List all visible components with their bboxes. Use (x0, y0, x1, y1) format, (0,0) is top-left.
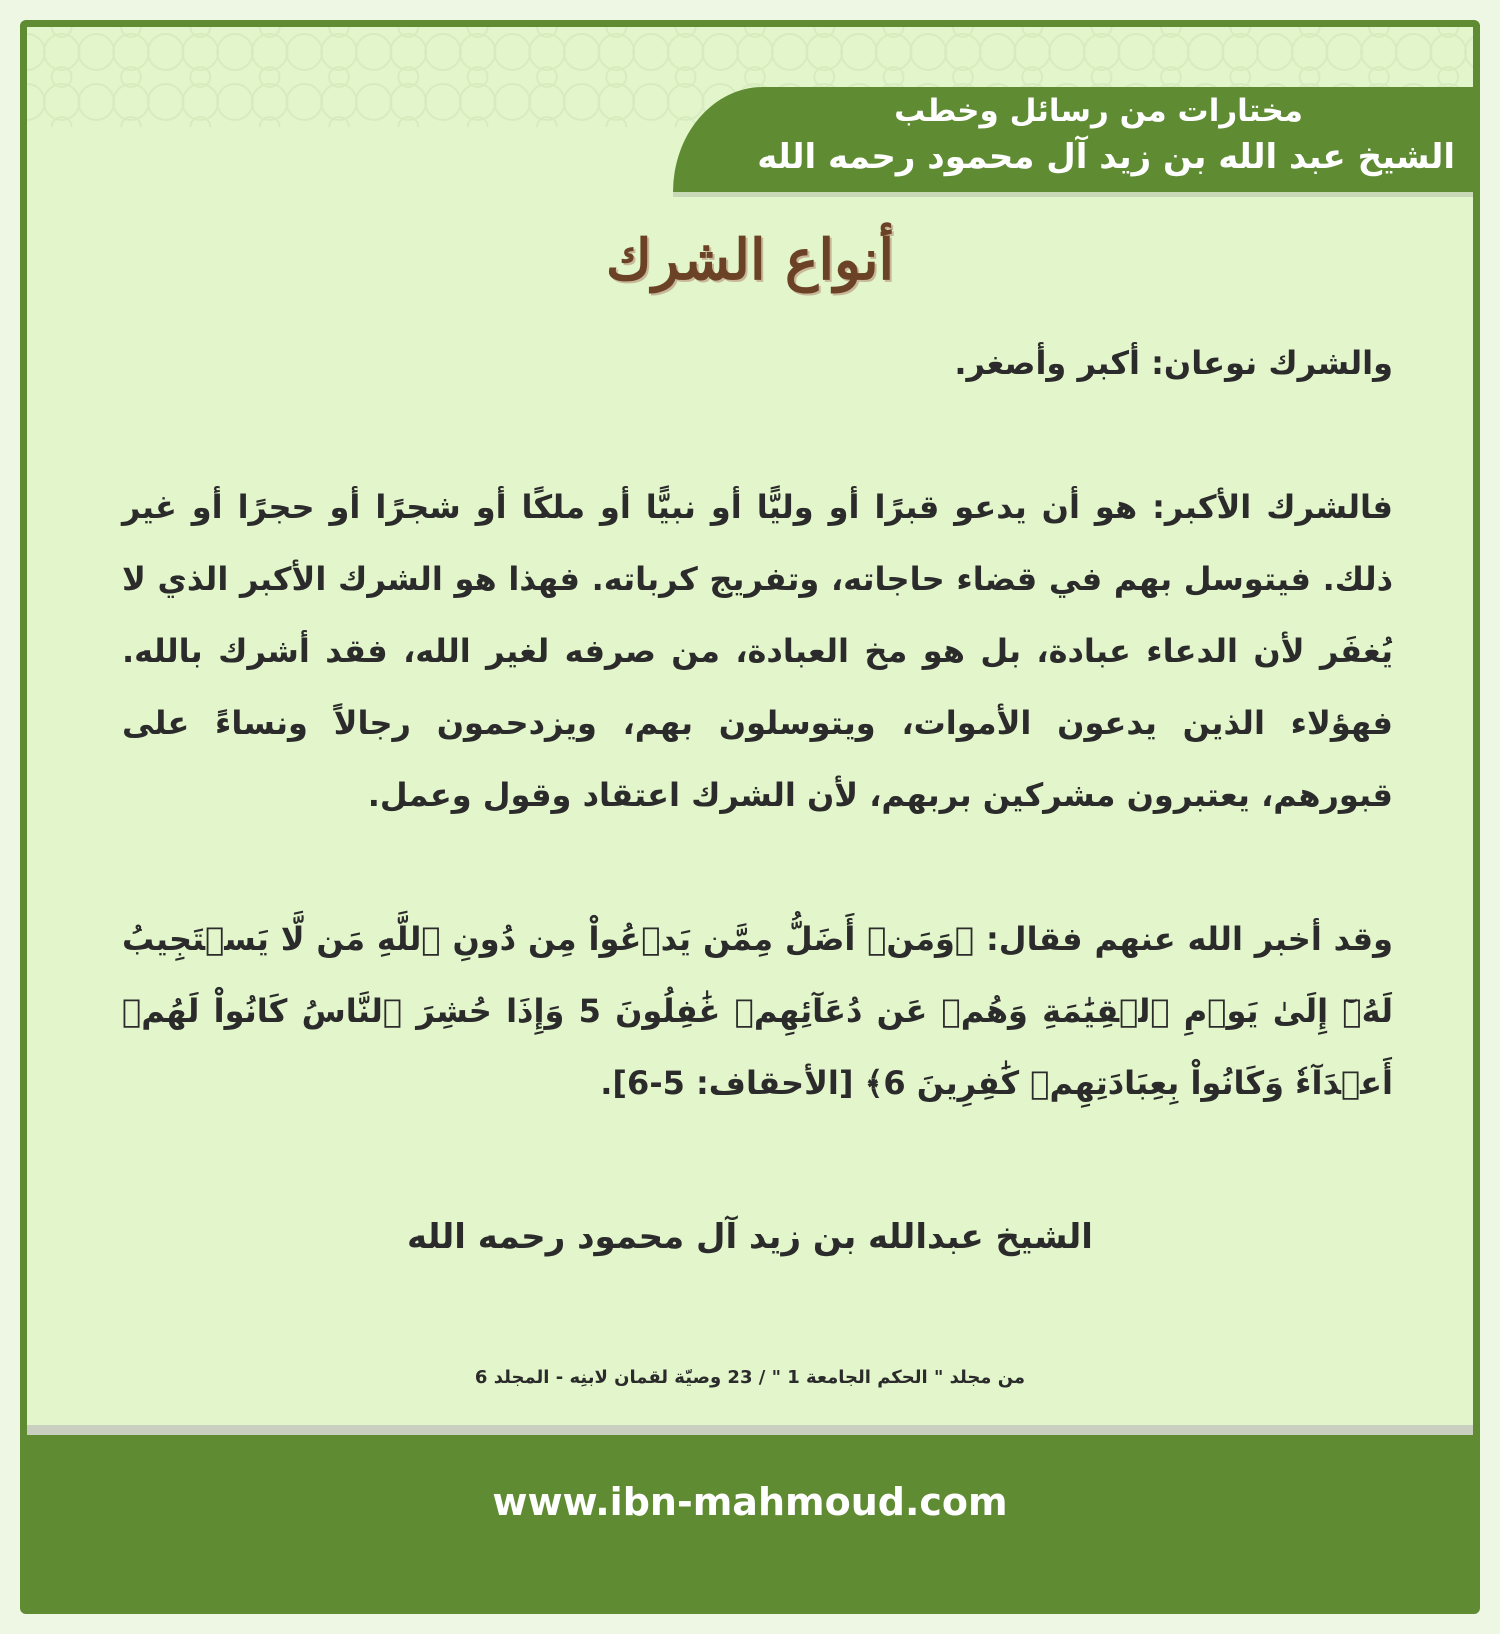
footer-shadow (27, 1425, 1473, 1435)
footer-bar (27, 1435, 1473, 1607)
paragraph-quran-verse: وقد أخبر الله عنهم فقال: ﴿وَمَنۡ أَضَلُّ مِمَّن يَدۡعُواْ مِن دُونِ ٱللَّهِ مَن لَّا يَسۡتَجِيبُ لَهُۥٓ إِلَىٰ يَوۡمِ ٱلۡقِيَٰمَةِ وَهُمۡ عَن دُعَآئِهِمۡ غَٰفِلُونَ 5 وَإِذَا حُشِرَ ٱلنَّاسُ كَانُواْ لَهُمۡ أَعۡدَآءٗ وَكَانُواْ بِعِبَادَتِهِمۡ كَٰفِرِينَ 6﴾ [الأحقاف: 5-6]. (122, 920, 1394, 1102)
paragraph-intro: والشرك نوعان: أكبر وأصغر. (954, 344, 1393, 382)
header-author: الشيخ عبد الله بن زيد آل محمود رحمه الله (757, 137, 1455, 177)
source-citation: من مجلد " الحكم الجامعة 1 " / 23 وصيّة لقمان لابنِه - المجلد 6 (474, 1367, 1026, 1388)
card-frame (20, 20, 1480, 1614)
signature: الشيخ عبدالله بن زيد آل محمود رحمه الله (407, 1217, 1093, 1257)
paragraph-major-shirk: فالشرك الأكبر: هو أن يدعو قبرًا أو وليًّا أو نبيًّا أو ملكًا أو شجرًا أو حجرًا أو غير ذلك. فيتوسل بهم في قضاء حاجاته، وتفريج كرباته. فهذا هو الشرك الأكبر الذي لا يُغفَر لأن الدعاء عبادة، بل هو مخ العبادة، من صرفه لغير الله، فقد أشرك بالله. فهؤلاء الذين يدعون الأموات، ويتوسلون بهم، ويزدحمون رجالاً ونساءً على قبورهم، يعتبرون مشركين بربهم، لأن الشرك اعتقاد وقول وعمل. (122, 488, 1393, 814)
page-title: أنواع الشرك (605, 227, 895, 293)
article-body (122, 327, 1393, 1191)
header-banner (673, 87, 1473, 192)
header-subtitle: مختارات من رسائل وخطب (894, 93, 1303, 129)
website-link[interactable]: www.ibn-mahmoud.com (492, 1480, 1008, 1524)
header-shadow (673, 192, 1473, 197)
